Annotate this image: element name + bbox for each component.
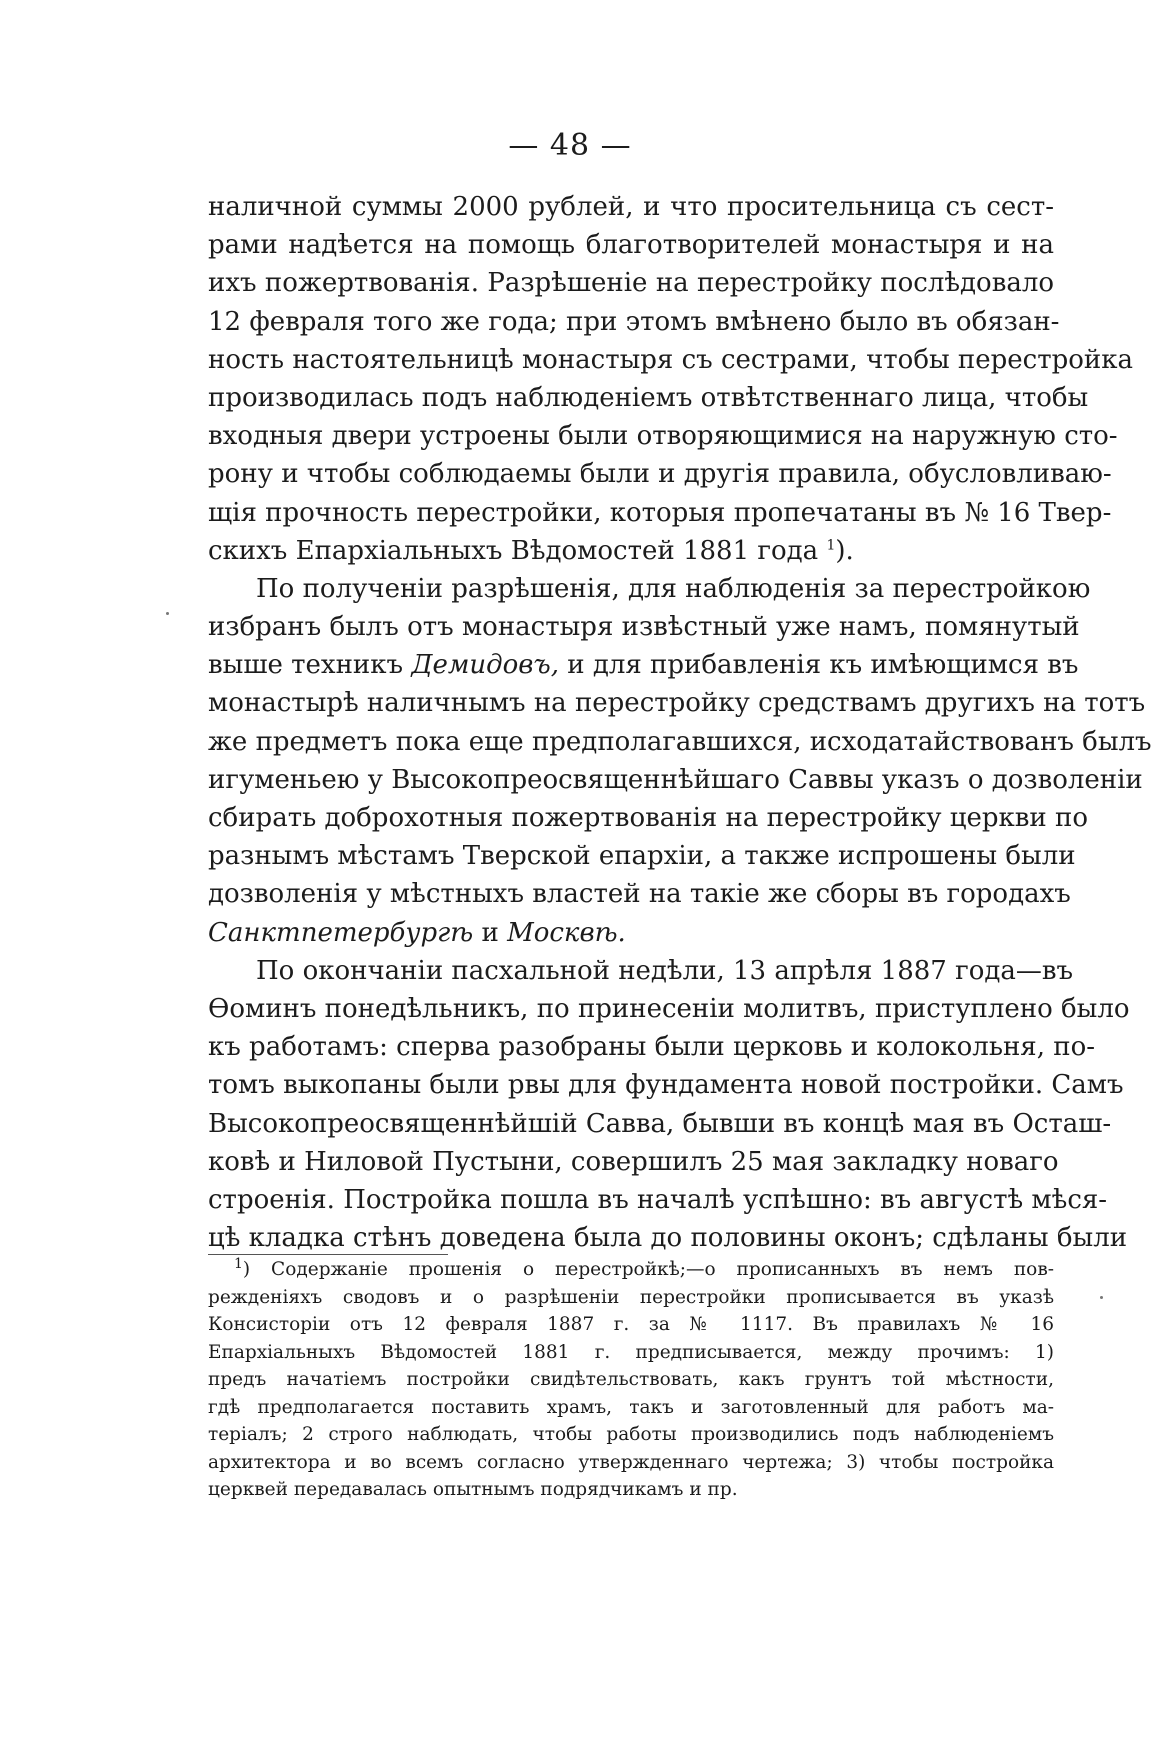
text-line: 12 февраля того же года; при этомъ вмѣнено было въ обязан- <box>208 306 1060 337</box>
text-line: рону и чтобы соблюдаемы были и другія правила, обусловливаю- <box>208 459 1112 490</box>
page-number: — 48 — <box>508 128 632 163</box>
text-line: игуменьею у Высокопреосвященнѣйшаго Саввы указъ о дозволеніи <box>208 764 1143 795</box>
footnote-line <box>208 1256 1054 1284</box>
text-line: Ѳоминъ понедѣльникъ, по принесеніи молитвъ, приступлено было <box>208 993 1130 1024</box>
footnote <box>208 1256 1054 1504</box>
text-line: сбирать доброхотныя пожертвованія на перестройку церкви по <box>208 803 1088 833</box>
city-name: Санктпетербургѣ <box>208 917 474 948</box>
text-line: Высокопреосвященнѣйшій Савва, бывши въ концѣ мая въ Осташ- <box>208 1108 1112 1139</box>
text-line: къ работамъ: сперва разобраны были церковь и колокольня, по- <box>208 1032 1096 1063</box>
footnote-line: режденіяхъ сводовъ и о разрѣшеніи перестройки прописывается въ указѣ <box>208 1286 1054 1308</box>
text-segment: и <box>481 917 499 948</box>
paragraph-3 <box>208 952 1130 1258</box>
text-line: монастырѣ наличнымъ на перестройку средствамъ другихъ на тотъ <box>208 688 1146 719</box>
text-line: ихъ пожертвованія. Разрѣшеніе на перестройку послѣдовало <box>208 268 1054 299</box>
text-line: дозволенія у мѣстныхъ властей на такіе же сборы въ городахъ <box>208 879 1071 910</box>
text-line: разнымъ мѣстамъ Тверской епархіи, а также испрошены были <box>208 841 1076 872</box>
text-line: входныя двери устроены были отворяющимися на наружную сто- <box>208 421 1118 452</box>
text-line <box>208 532 1054 570</box>
text-line: По полученіи разрѣшенія, для наблюденія за перестройкою <box>256 573 1091 604</box>
text-line: рами надѣется на помощь благотворителей монастыря и на <box>208 230 1054 261</box>
text-line <box>208 646 1079 684</box>
text-line: строенія. Постройка пошла въ началѣ успѣшно: въ августѣ мѣся- <box>208 1184 1108 1215</box>
footnote-reference: 1 <box>826 537 836 554</box>
text-line: же предметъ пока еще предполагавшихся, исходатайствованъ былъ <box>208 726 1152 757</box>
text-line <box>208 914 1054 952</box>
print-speck <box>1100 1296 1103 1299</box>
footnote-line: Епархіальныхъ Вѣдомостей 1881 г. предписывается, между прочимъ: 1) <box>208 1341 1054 1363</box>
person-name: Демидовъ, <box>411 650 559 681</box>
paragraph-1 <box>208 188 1133 570</box>
footnote-divider <box>208 1254 448 1255</box>
text-segment: скихъ Епархіальныхъ Вѣдомостей 1881 года <box>208 535 819 566</box>
footnote-line: церквей передавалась опытнымъ подрядчикамъ и пр. <box>208 1479 738 1500</box>
paragraph-2 <box>208 570 1152 952</box>
footnote-line: теріалъ; 2 строго наблюдать, чтобы работы производились подъ наблюденіемъ <box>208 1424 1054 1445</box>
text-line: цѣ кладка стѣнъ доведена была до половины оконъ; сдѣланы были <box>208 1223 1128 1254</box>
text-line: щія прочность перестройки, которыя пропечатаны въ № 16 Твер- <box>208 497 1112 528</box>
footnote-line: предъ начатіемъ постройки свидѣтельствовать, какъ грунтъ той мѣстности, <box>208 1369 1054 1390</box>
print-speck <box>166 612 169 615</box>
footnote-line: архитектора и во всемъ согласно утвержденнаго чертежа; 3) чтобы постройка <box>208 1451 1054 1473</box>
text-line: наличной суммы 2000 рублей, и что просительница съ сест- <box>208 192 1054 222</box>
footnote-segment: ) Содержаніе прошенія о перестройкѣ;—о прописанныхъ въ немъ пов- <box>242 1259 1054 1280</box>
text-segment: ). <box>835 535 854 566</box>
main-text <box>208 188 1152 1257</box>
footnote-line: Консисторіи отъ 12 февраля 1887 г. за № 1117. Въ правилахъ № 16 <box>208 1314 1054 1335</box>
text-line: производилась подъ наблюденіемъ отвѣтственнаго лица, чтобы <box>208 382 1089 413</box>
text-line: ковѣ и Ниловой Пустыни, совершилъ 25 мая закладку новаго <box>208 1146 1059 1177</box>
text-segment: и для прибавленія къ имѣющимся въ <box>567 650 1079 681</box>
text-line: избранъ былъ отъ монастыря извѣстный уже намъ, помянутый <box>208 612 1080 643</box>
footnote-marker: 1 <box>234 1255 243 1272</box>
footnote-line: гдѣ предполагается поставить храмъ, такъ и заготовленный для работъ ма- <box>208 1396 1054 1418</box>
city-name: Москвѣ. <box>507 917 626 948</box>
text-line: По окончаніи пасхальной недѣли, 13 апрѣля 1887 года—въ <box>256 955 1074 986</box>
text-line: ность настоятельницѣ монастыря съ сестрами, чтобы перестройка <box>208 344 1133 375</box>
text-segment: выше техникъ <box>208 650 404 681</box>
text-line: томъ выкопаны были рвы для фундамента новой постройки. Самъ <box>208 1070 1124 1101</box>
